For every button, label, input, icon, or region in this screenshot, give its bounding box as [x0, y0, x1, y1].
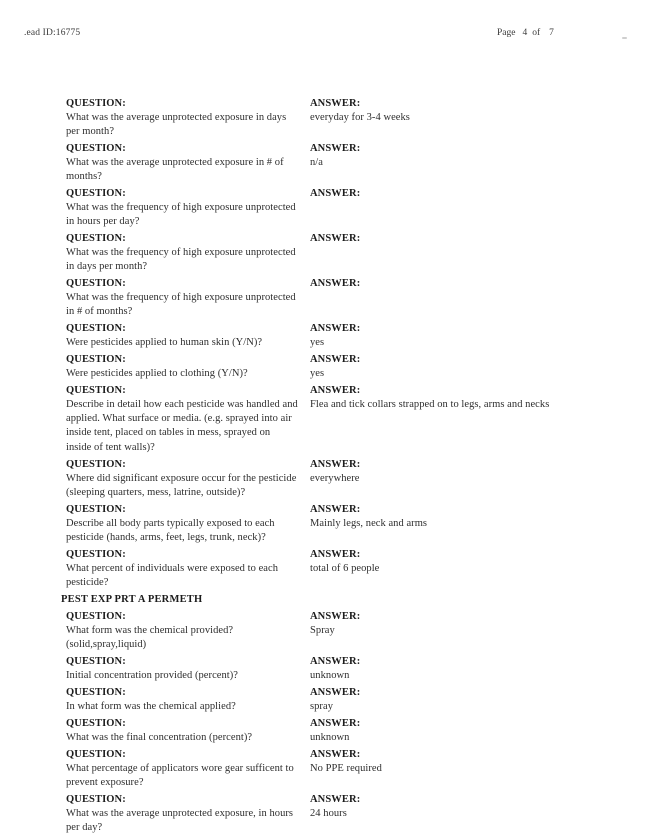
answer-text: spray: [310, 701, 333, 712]
answer-label: ANSWER:: [310, 98, 361, 109]
question-label: QUESTION:: [66, 611, 126, 622]
answer-text: total of 6 people: [310, 563, 380, 574]
answer-cell: [310, 321, 610, 350]
page-word: Page: [497, 28, 516, 38]
question-text: Describe in detail how each pesticide was handled and applied. What surface or media. (e.g. sprayed into air inside tent, placed on tables in mess, sprayed on inside of tent walls)?: [66, 399, 298, 453]
answer-text: unknown: [310, 732, 350, 743]
question-text: What was the average unprotected exposure, in hours per day?: [66, 808, 294, 834]
answer-label: ANSWER:: [310, 354, 361, 365]
answer-label: ANSWER:: [310, 323, 361, 334]
question-cell: [66, 321, 298, 350]
qa-row: [0, 609, 647, 651]
answer-cell: [310, 186, 610, 201]
answer-label: ANSWER:: [310, 188, 361, 199]
qa-row: [0, 547, 647, 589]
qa-row: [0, 792, 647, 834]
answer-label: ANSWER:: [310, 749, 361, 760]
question-text: What was the average unprotected exposure in # of months?: [66, 157, 284, 183]
question-cell: [66, 457, 298, 500]
answer-text: yes: [310, 368, 325, 379]
scan-artifact: [622, 37, 627, 39]
question-text: Were pesticides applied to clothing (Y/N)?: [66, 368, 248, 379]
question-text: What was the frequency of high exposure unprotected in hours per day?: [66, 202, 296, 228]
page-current: 4: [522, 28, 528, 38]
qa-row: [0, 96, 647, 138]
answer-cell: [310, 141, 610, 170]
qa-row: [0, 685, 647, 712]
question-label: QUESTION:: [66, 98, 126, 109]
answer-cell: [310, 609, 610, 638]
question-text: What percentage of applicators wore gear sufficent to prevent exposure?: [66, 763, 294, 789]
question-cell: [66, 186, 298, 229]
answer-label: ANSWER:: [310, 233, 361, 244]
question-label: QUESTION:: [66, 323, 126, 334]
qa-row: [0, 457, 647, 499]
question-text: Describe all body parts typically exposed to each pesticide (hands, arms, feet, legs, trunk, neck)?: [66, 518, 275, 544]
question-text: Where did significant exposure occur for the pesticide (sleeping quarters, mess, latrine, outside)?: [66, 473, 297, 499]
question-label: QUESTION:: [66, 504, 126, 515]
answer-label: ANSWER:: [310, 459, 361, 470]
answer-text: n/a: [310, 157, 323, 168]
qa-row: [0, 186, 647, 228]
question-cell: [66, 276, 298, 319]
answer-label: ANSWER:: [310, 656, 361, 667]
answer-cell: [310, 96, 610, 125]
question-cell: [66, 96, 298, 139]
lead-id-text: .ead ID:16775: [24, 28, 81, 38]
question-cell: [66, 685, 298, 714]
page-header: [0, 28, 647, 44]
question-text: Initial concentration provided (percent)?: [66, 670, 239, 681]
page-number-indicator: [497, 28, 554, 38]
answer-cell: [310, 502, 610, 531]
answer-label: ANSWER:: [310, 385, 361, 396]
answer-cell: [310, 747, 610, 776]
answer-cell: [310, 716, 610, 745]
qa-row: [0, 502, 647, 544]
answer-cell: [310, 654, 610, 683]
question-label: QUESTION:: [66, 143, 126, 154]
answer-label: ANSWER:: [310, 718, 361, 729]
question-text: In what form was the chemical applied?: [66, 701, 236, 712]
question-cell: [66, 502, 298, 545]
question-label: QUESTION:: [66, 549, 126, 560]
question-text: What percent of individuals were exposed to each pesticide?: [66, 563, 279, 589]
answer-text: Spray: [310, 625, 335, 636]
answer-text: yes: [310, 337, 325, 348]
answer-text: Flea and tick collars strapped on to legs, arms and necks: [310, 399, 550, 410]
of-word: of: [532, 28, 541, 38]
answer-label: ANSWER:: [310, 143, 361, 154]
qa-row: [0, 654, 647, 681]
page-total: 7: [549, 28, 554, 38]
question-text: What was the frequency of high exposure unprotected in days per month?: [66, 247, 296, 273]
question-cell: [66, 231, 298, 274]
answer-text: everyday for 3-4 weeks: [310, 112, 410, 123]
answer-cell: [310, 383, 610, 412]
answer-cell: [310, 685, 610, 714]
question-cell: [66, 352, 298, 381]
question-label: QUESTION:: [66, 749, 126, 760]
qa-row: [0, 383, 647, 453]
answer-cell: [310, 352, 610, 381]
answer-cell: [310, 792, 610, 821]
answer-text: Mainly legs, neck and arms: [310, 518, 428, 529]
qa-row: [0, 716, 647, 743]
question-cell: [66, 747, 298, 790]
answer-label: ANSWER:: [310, 549, 361, 560]
question-cell: [66, 547, 298, 590]
qa-row: [0, 231, 647, 273]
question-label: QUESTION:: [66, 278, 126, 289]
question-label: QUESTION:: [66, 233, 126, 244]
question-label: QUESTION:: [66, 385, 126, 396]
question-label: QUESTION:: [66, 354, 126, 365]
question-text: What was the frequency of high exposure unprotected in # of months?: [66, 292, 296, 318]
answer-label: ANSWER:: [310, 504, 361, 515]
qa-row: [0, 747, 647, 789]
answer-text: everywhere: [310, 473, 360, 484]
question-cell: [66, 716, 298, 745]
answer-text: unknown: [310, 670, 350, 681]
question-label: QUESTION:: [66, 459, 126, 470]
question-text: What was the average unprotected exposure in days per month?: [66, 112, 287, 138]
question-cell: [66, 383, 298, 455]
answer-cell: [310, 547, 610, 576]
answer-cell: [310, 231, 610, 246]
answer-cell: [310, 276, 610, 291]
question-cell: [66, 141, 298, 184]
question-text: What was the final concentration (percent)?: [66, 732, 253, 743]
answer-label: ANSWER:: [310, 611, 361, 622]
question-cell: [66, 792, 298, 835]
answer-label: ANSWER:: [310, 278, 361, 289]
qa-row: [0, 352, 647, 379]
question-label: QUESTION:: [66, 718, 126, 729]
qa-row: [0, 276, 647, 318]
answer-label: ANSWER:: [310, 794, 361, 805]
answer-text: 24 hours: [310, 808, 347, 819]
question-label: QUESTION:: [66, 188, 126, 199]
question-label: QUESTION:: [66, 794, 126, 805]
section-heading: PEST EXP PRT A PERMETH: [61, 594, 203, 605]
question-label: QUESTION:: [66, 656, 126, 667]
question-cell: [66, 654, 298, 683]
qa-row: [0, 141, 647, 183]
answer-cell: [310, 457, 610, 486]
question-cell: [66, 609, 298, 652]
question-text: Were pesticides applied to human skin (Y/N)?: [66, 337, 263, 348]
qa-row: [0, 321, 647, 348]
question-label: QUESTION:: [66, 687, 126, 698]
answer-label: ANSWER:: [310, 687, 361, 698]
answer-text: No PPE required: [310, 763, 382, 774]
question-text: What form was the chemical provided?(solid,spray,liquid): [66, 625, 234, 651]
